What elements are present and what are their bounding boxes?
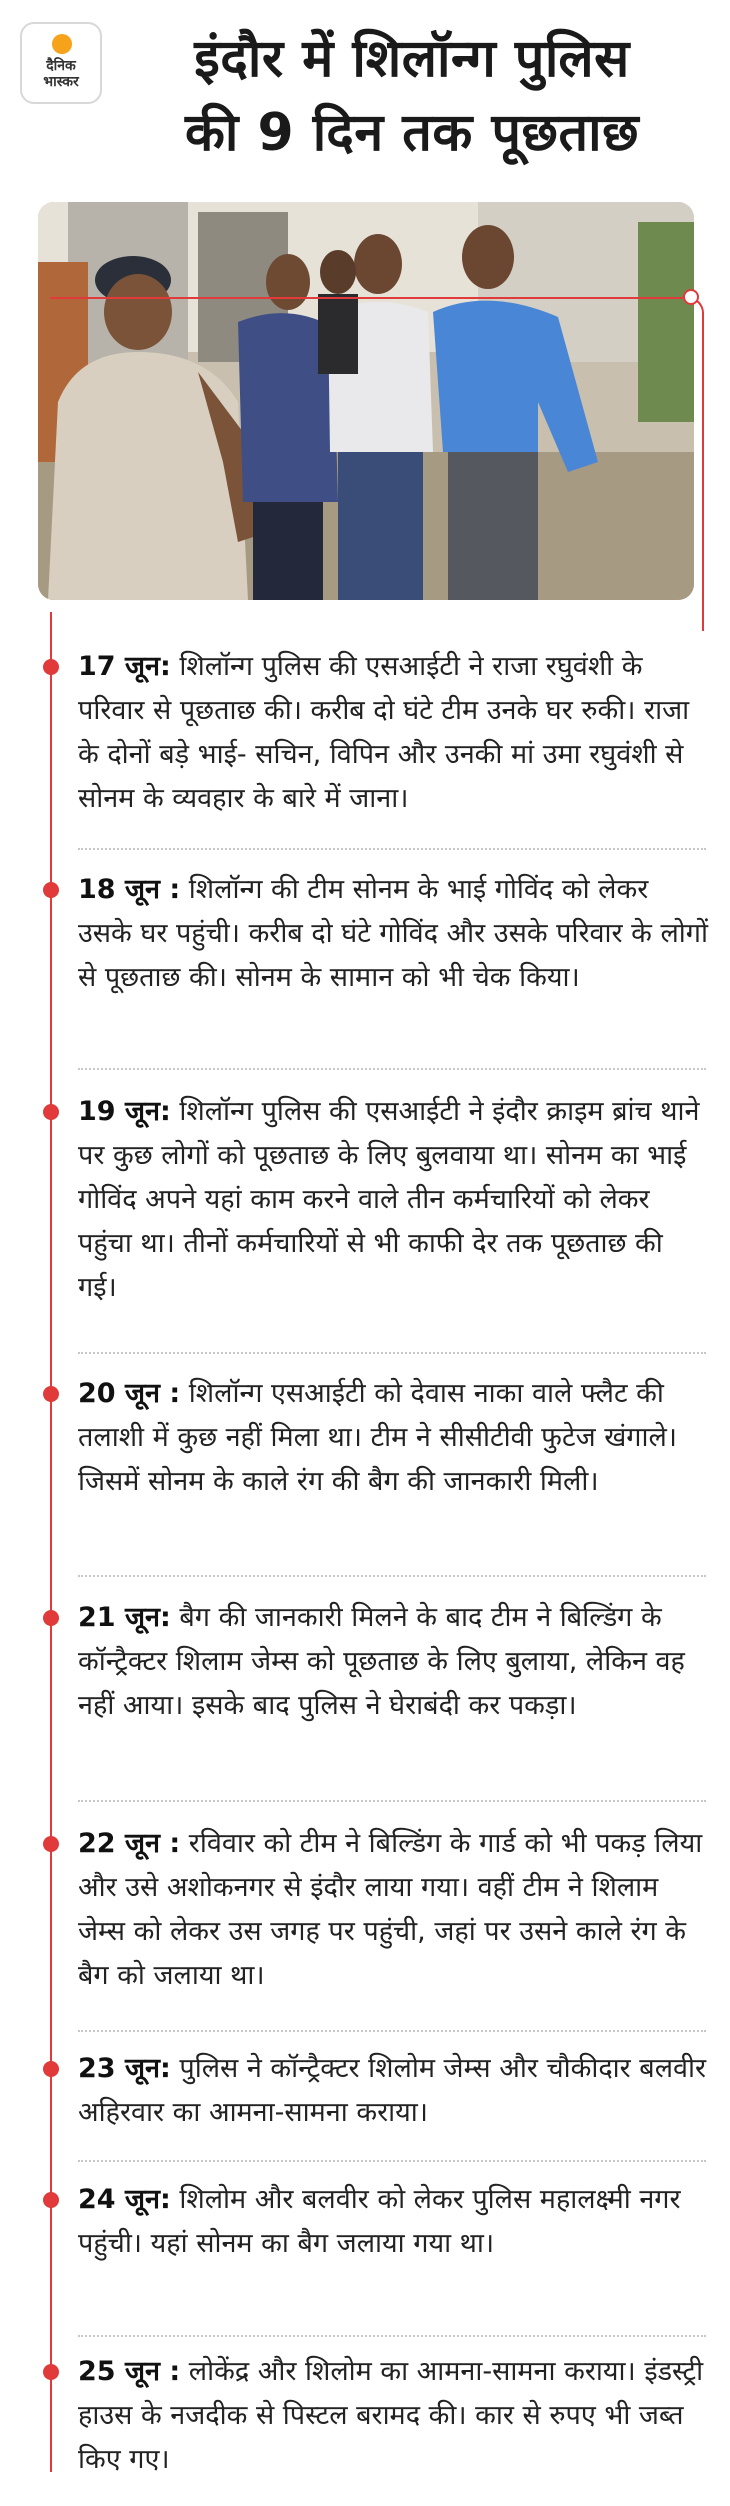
entry-body: पुलिस ने कॉन्ट्रैक्टर शिलोम जेम्स और चौकीदार बलवीर अहिरवार का आमना-सामना कराया।: [78, 2053, 707, 2128]
entry-text: [78, 2350, 710, 2482]
dainik-bhaskar-logo[interactable]: [20, 22, 102, 104]
entry-date: 17 जून:: [78, 651, 171, 682]
entry-date: 21 जून:: [78, 1602, 171, 1633]
entry-text: [78, 2178, 710, 2266]
divider: [78, 1068, 706, 1070]
entry-text: [78, 1372, 710, 1504]
entry-text: [78, 1596, 710, 1728]
entry-body: रविवार को टीम ने बिल्डिंग के गार्ड को भी पकड़ लिया और उसे अशोकनगर से इंदौर लाया गया। वहीं टीम ने शिलाम जेम्स को लेकर उस जगह पर पहुंची, जहां पर उसने काले रंग के बैग को जलाया था।: [78, 1828, 703, 1991]
entry-body: लोकेंद्र और शिलोम का आमना-सामना कराया। इंडस्ट्री हाउस के नजदीक से पिस्टल बरामद की। कार से रुपए भी जब्त किए गए।: [78, 2356, 704, 2475]
entry-text: [78, 2047, 710, 2135]
timeline-connector: [50, 297, 704, 631]
entry-text: [78, 645, 710, 821]
divider: [78, 2335, 706, 2337]
divider: [78, 848, 706, 850]
page-title: [112, 22, 712, 170]
entry-text: [78, 1822, 710, 1998]
timeline-dot: [43, 659, 59, 675]
timeline-dot: [43, 1610, 59, 1626]
logo-line-1: दैनिक: [46, 58, 76, 74]
timeline-dot: [43, 1386, 59, 1402]
divider: [78, 1352, 706, 1354]
timeline-dot: [43, 1104, 59, 1120]
timeline-dot: [43, 882, 59, 898]
title-line-1: इंदौर में शिलॉन्ग पुलिस: [194, 29, 630, 89]
entry-text: [78, 1090, 710, 1310]
entry-body: शिलॉन्ग की टीम सोनम के भाई गोविंद को लेकर उसके घर पहुंची। करीब दो घंटे गोविंद और उसके परिवार के लोगों से पूछताछ की। सोनम के सामान को भी चेक किया।: [78, 874, 708, 993]
timeline-dot: [43, 2061, 59, 2077]
entry-date: 20 जून :: [78, 1378, 181, 1409]
header: [0, 0, 730, 200]
entry-body: बैग की जानकारी मिलने के बाद टीम ने बिल्डिंग के कॉन्ट्रैक्टर शिलाम जेम्स को पूछताछ के लिए बुलाया, लेकिन वह नहीं आया। इसके बाद पुलिस ने घेराबंदी कर पकड़ा।: [78, 1602, 685, 1721]
divider: [78, 2160, 706, 2162]
timeline-start-dot: [683, 289, 699, 305]
entry-date: 19 जून:: [78, 1096, 171, 1127]
divider: [78, 2030, 706, 2032]
divider: [78, 1575, 706, 1577]
entry-body: शिलोम और बलवीर को लेकर पुलिस महालक्ष्मी नगर पहुंची। यहां सोनम का बैग जलाया गया था।: [78, 2184, 681, 2259]
logo-text: [22, 58, 100, 90]
timeline-dot: [43, 2364, 59, 2380]
entry-text: [78, 868, 710, 1000]
entry-date: 24 जून:: [78, 2184, 171, 2215]
entry-body: शिलॉन्ग एसआईटी को देवास नाका वाले फ्लैट की तलाशी में कुछ नहीं मिला था। टीम ने सीसीटीवी फुटेज खंगाले। जिसमें सोनम के काले रंग की बैग की जानकारी मिली।: [78, 1378, 678, 1497]
entry-date: 23 जून:: [78, 2053, 171, 2084]
entry-body: शिलॉन्ग पुलिस की एसआईटी ने राजा रघुवंशी के परिवार से पूछताछ की। करीब दो घंटे टीम उनके घर रुकी। राजा के दोनों बड़े भाई- सचिन, विपिन और उनकी मां उमा रघुवंशी से सोनम के व्यवहार के बारे में जाना।: [78, 651, 690, 814]
sun-icon: [52, 34, 72, 54]
logo-line-2: भास्कर: [43, 74, 79, 90]
entry-date: 18 जून :: [78, 874, 181, 905]
entry-body: शिलॉन्ग पुलिस की एसआईटी ने इंदौर क्राइम ब्रांच थाने पर कुछ लोगों को पूछताछ के लिए बुलवाया था। सोनम का भाई गोविंद अपने यहां काम करने वाले तीन कर्मचारियों को लेकर पहुंचा था। तीनों कर्मचारियों से भी काफी देर तक पूछताछ की गई।: [78, 1096, 700, 1303]
timeline-dot: [43, 1836, 59, 1852]
divider: [78, 1800, 706, 1802]
timeline-dot: [43, 2192, 59, 2208]
entry-date: 22 जून :: [78, 1828, 181, 1859]
title-line-2: की 9 दिन तक पूछताछ: [184, 103, 640, 163]
entry-date: 25 जून :: [78, 2356, 181, 2387]
